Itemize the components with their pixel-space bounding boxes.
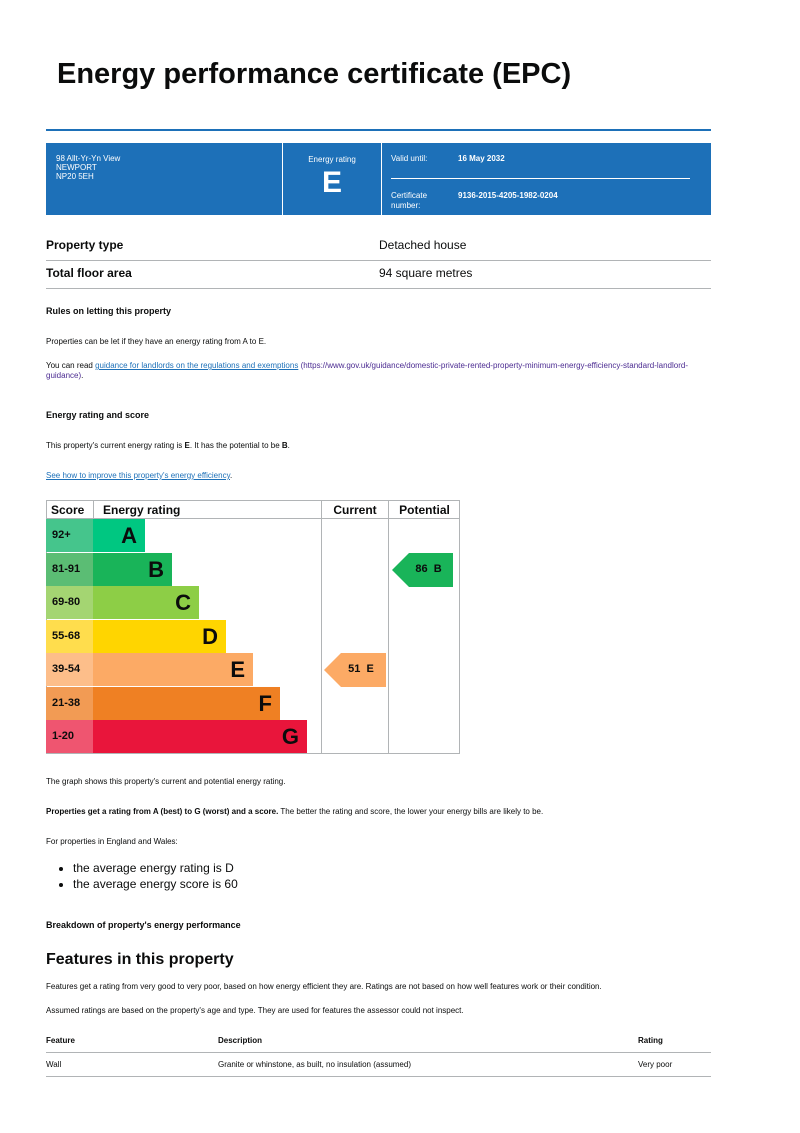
table-row-line bbox=[46, 1076, 711, 1077]
valid-until-value: 16 May 2032 bbox=[458, 154, 505, 163]
band-bar-g: G bbox=[93, 720, 307, 753]
average-list bbox=[56, 860, 238, 892]
guidance-para bbox=[46, 361, 711, 381]
rating-para-middle: . It has the potential to be bbox=[189, 441, 282, 450]
assumed-para: Assumed ratings are based on the property's age and type. They are used for features the assessor could not inspect. bbox=[46, 1006, 464, 1015]
bands-para bbox=[46, 807, 543, 817]
band-score-g: 1-20 bbox=[46, 720, 93, 753]
table-header-line bbox=[46, 1052, 711, 1053]
current-letter: E bbox=[184, 441, 190, 450]
guidance-url[interactable]: (https://www.gov.uk/guidance/domestic-private-rented-property-minimum-energy-efficiency-standard-landlord-guidance) bbox=[46, 361, 688, 380]
band-bar-e: E bbox=[93, 653, 253, 686]
improve-para bbox=[46, 471, 232, 481]
band-bar-f: F bbox=[93, 687, 280, 720]
breakdown-heading: Breakdown of property's energy performance bbox=[46, 920, 241, 930]
table-header-feature: Feature bbox=[46, 1036, 75, 1045]
potential-rating-arrow-label: 86 B bbox=[415, 563, 442, 575]
graph-col-divider bbox=[321, 500, 322, 754]
table-cell-rating: Very poor bbox=[638, 1060, 673, 1069]
guidance-link[interactable]: guidance for landlords on the regulations and exemptions bbox=[95, 361, 299, 370]
property-address bbox=[56, 154, 120, 181]
energy-rating-graph bbox=[46, 500, 460, 754]
property-type-key: Property type bbox=[46, 238, 124, 252]
table-header-description: Description bbox=[218, 1036, 263, 1045]
graph-header-potential: Potential bbox=[399, 503, 450, 517]
rating-para-prefix: This property's current energy rating is bbox=[46, 441, 185, 450]
band-score-d: 55-68 bbox=[46, 620, 93, 653]
table-cell-feature: Wall bbox=[46, 1060, 62, 1069]
bands-bold: Properties get a rating from A (best) to G (worst) and a score. bbox=[46, 807, 279, 816]
graph-col-divider bbox=[388, 500, 389, 754]
valid-until-label: Valid until: bbox=[391, 154, 428, 163]
band-bar-d: D bbox=[93, 620, 226, 653]
graph-note: The graph shows this property's current and potential energy rating. bbox=[46, 777, 286, 786]
band-bar-a: A bbox=[93, 519, 145, 552]
average-rating-item: • the average energy rating is D bbox=[73, 860, 238, 876]
band-score-a: 92+ bbox=[46, 519, 93, 552]
table-cell-description: Granite or whinstone, as built, no insulation (assumed) bbox=[218, 1060, 411, 1069]
property-type-value: Detached house bbox=[379, 238, 467, 252]
certificate-number-value: 9136-2015-4205-1982-0204 bbox=[458, 191, 558, 200]
eng-wales-para: For properties in England and Wales: bbox=[46, 837, 178, 846]
address-line: 98 Allt-Yr-Yn View bbox=[56, 154, 121, 163]
page-title: Energy performance certificate (EPC) bbox=[57, 58, 572, 90]
title-divider bbox=[46, 129, 711, 131]
address-line: NP20 5EH bbox=[56, 172, 94, 181]
graph-header-score: Score bbox=[51, 503, 85, 517]
graph-header-divider bbox=[93, 500, 94, 519]
energy-rating-letter: E bbox=[321, 166, 342, 199]
graph-header-current: Current bbox=[333, 503, 377, 517]
band-score-b: 81-91 bbox=[46, 553, 93, 586]
rating-para bbox=[46, 441, 290, 451]
potential-letter: B bbox=[281, 441, 288, 450]
graph-header-rating: Energy rating bbox=[103, 503, 181, 517]
rules-para: Properties can be let if they have an energy rating from A to E. bbox=[46, 337, 267, 346]
address-line: NEWPORT bbox=[56, 163, 97, 172]
table-header-rating: Rating bbox=[638, 1036, 663, 1045]
band-bar-c: C bbox=[93, 586, 199, 619]
certificate-number-label: Certificate number: bbox=[391, 191, 428, 210]
current-rating-arrow-label: 51 E bbox=[348, 663, 374, 675]
rating-para-suffix: . bbox=[287, 441, 290, 450]
band-score-c: 69-80 bbox=[46, 586, 93, 619]
floor-area-row bbox=[46, 260, 711, 289]
banner-separator bbox=[391, 178, 690, 179]
band-score-e: 39-54 bbox=[46, 653, 93, 686]
features-heading: Features in this property bbox=[46, 951, 234, 968]
features-para: Features get a rating from very good to very poor, based on how energy efficient they are. Ratings are not based on how well features work or their condition. bbox=[46, 982, 602, 991]
property-type-row bbox=[46, 232, 711, 261]
guidance-suffix: . bbox=[81, 371, 84, 380]
banner-divider bbox=[381, 143, 382, 215]
improve-link[interactable]: See how to improve this property's energy efficiency bbox=[46, 471, 230, 480]
average-score-item: • the average energy score is 60 bbox=[73, 876, 238, 892]
guidance-prefix: You can read bbox=[46, 361, 96, 370]
rules-heading: Rules on letting this property bbox=[46, 306, 172, 316]
floor-area-value: 94 square metres bbox=[379, 266, 473, 280]
bands-rest: The better the rating and score, the lower your energy bills are likely to be. bbox=[278, 807, 544, 816]
floor-area-key: Total floor area bbox=[46, 266, 132, 280]
improve-suffix: . bbox=[230, 471, 233, 480]
energy-rating-label: Energy rating bbox=[308, 155, 356, 164]
certificate-banner bbox=[46, 143, 711, 215]
rating-heading: Energy rating and score bbox=[46, 410, 150, 420]
band-bar-b: B bbox=[93, 553, 172, 586]
band-score-f: 21-38 bbox=[46, 687, 93, 720]
